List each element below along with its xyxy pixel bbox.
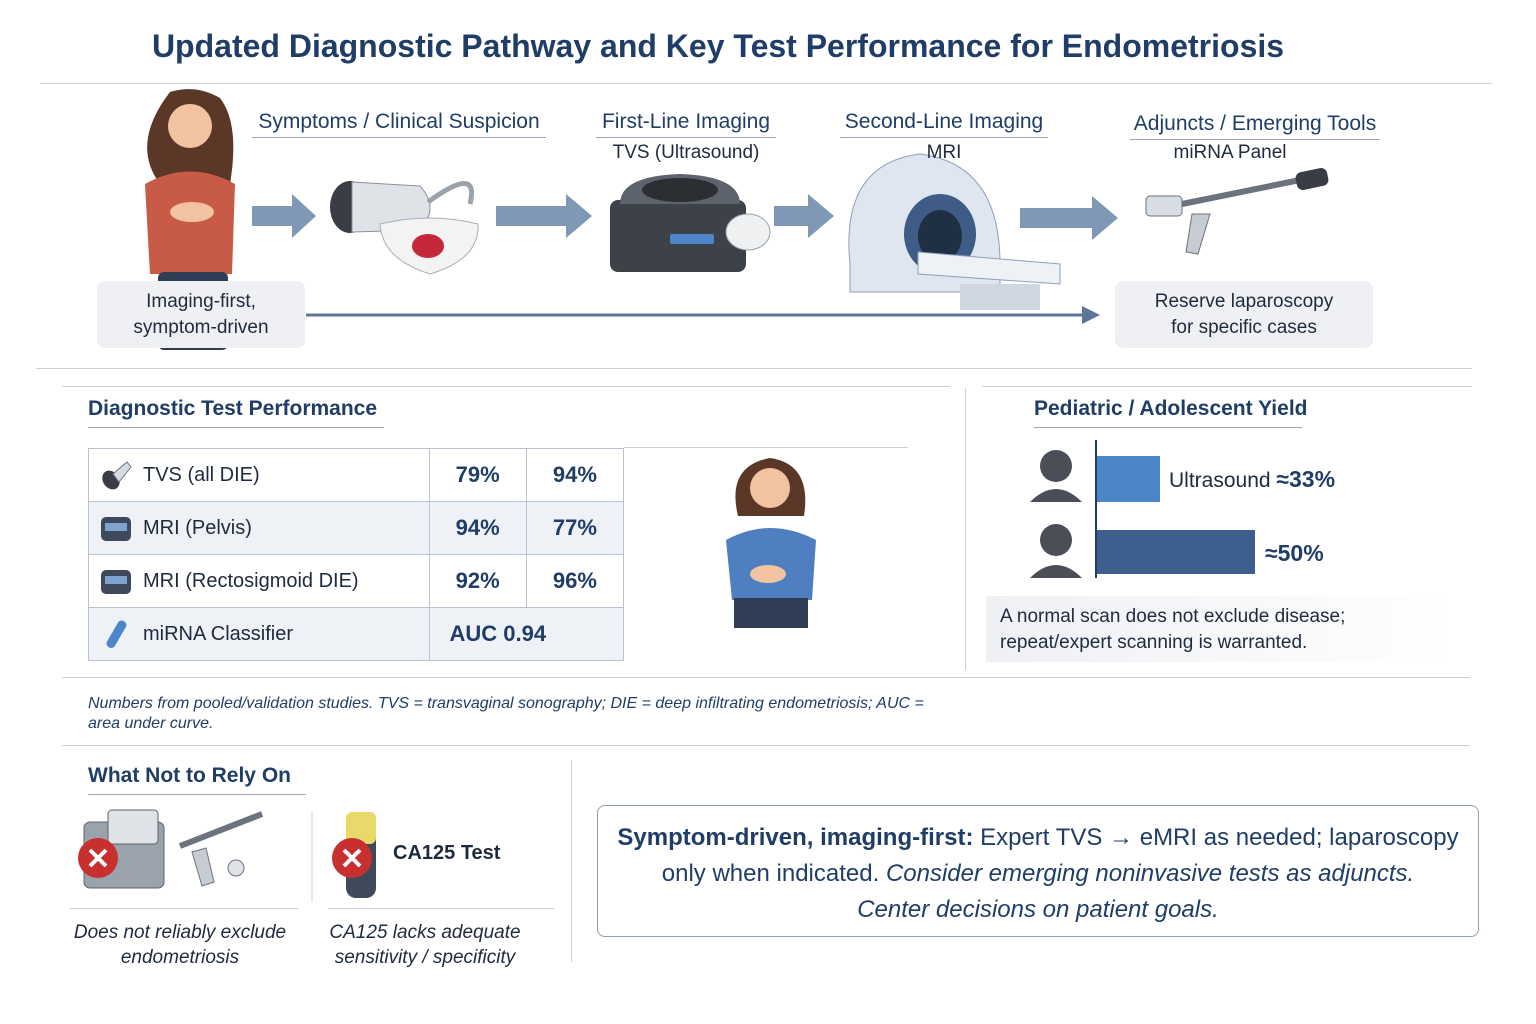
row-name-cell [89, 555, 430, 608]
step-subtitle-second-line: MRI [926, 142, 962, 163]
divider [982, 386, 1472, 387]
specificity-value: 94% [526, 449, 623, 502]
rely-caption-ca125 [322, 920, 528, 970]
imaging-first-note [97, 281, 305, 348]
caption-line: endometriosis [120, 947, 240, 968]
bar-value: ≈50% [1265, 540, 1324, 566]
note-line: Reserve laparoscopy [1154, 290, 1334, 312]
sensitivity-value: 94% [429, 502, 526, 555]
note-line: for specific cases [1171, 316, 1317, 338]
note-line: Imaging-first, [146, 290, 256, 312]
ca125-label: CA125 Test [393, 842, 501, 864]
test-name: miRNA Classifier [143, 622, 294, 645]
divider [62, 386, 950, 387]
caption-line: CA125 lacks adequate [329, 922, 521, 943]
cross-icon [78, 838, 118, 878]
step-title-adjuncts: Adjuncts / Emerging Tools [1130, 112, 1380, 140]
mri-machine-icon [99, 511, 133, 545]
pediatric-title: Pediatric / Adolescent Yield [1034, 397, 1302, 428]
summary-box [597, 805, 1479, 937]
table-row [89, 449, 624, 502]
ultrasound-probe-icon [99, 458, 133, 492]
laparoscope-icon [180, 814, 262, 886]
row-name-cell [89, 502, 430, 555]
step-subtitle-adjuncts: miRNA Panel [1173, 142, 1287, 163]
person-icon [1030, 450, 1082, 502]
note-line: A normal scan does not exclude disease; [1000, 606, 1346, 627]
yield-label [1265, 540, 1324, 567]
cross-icon [332, 838, 372, 878]
bar-value: ≈33% [1276, 466, 1336, 492]
mri-machine-icon [849, 154, 1060, 310]
test-name: TVS (all DIE) [143, 463, 260, 486]
page-title: Updated Diagnostic Pathway and Key Test Performance for Endometriosis [151, 28, 1285, 64]
test-tube-icon [99, 617, 133, 651]
ultrasound-probe-pelvis-icon [330, 181, 478, 274]
divider [36, 368, 1472, 369]
sensitivity-value: 79% [429, 449, 526, 502]
pediatric-note [986, 596, 1456, 662]
auc-value: AUC 0.94 [429, 608, 624, 661]
divider [70, 908, 298, 909]
laparoscopy-note [1115, 281, 1373, 348]
note-line: symptom-driven [133, 316, 269, 338]
adolescent-figure-icon [716, 456, 826, 632]
caption-line: Does not reliably exclude [73, 922, 287, 943]
summary-italic: Center decisions on patient goals. [857, 896, 1219, 923]
performance-title: Diagnostic Test Performance [88, 397, 384, 428]
summary-italic: Consider emerging noninvasive tests as adjuncts. [885, 860, 1415, 887]
ultrasound-yield-bar [1097, 456, 1160, 502]
specificity-value: 96% [526, 555, 623, 608]
arrow-icon [774, 194, 834, 238]
summary-bold: Symptom-driven, imaging-first: [617, 824, 974, 851]
footnote: Numbers from pooled/validation studies. TVS = transvaginal sonography; DIE = deep infiltrating endometriosis; AUC = area under curve. [88, 695, 924, 732]
summary-text: only when indicated. [661, 860, 886, 887]
step-title-second-line: Second-Line Imaging [840, 110, 1048, 138]
row-name-cell [89, 608, 430, 661]
specificity-value: 77% [526, 502, 623, 555]
test-name: MRI (Pelvis) [143, 516, 252, 539]
test-name: MRI (Rectosigmoid DIE) [143, 569, 359, 592]
rely-title: What Not to Rely On [88, 764, 306, 795]
yield-bar [1097, 530, 1255, 574]
arrow-icon [1020, 196, 1118, 240]
table-row [89, 608, 624, 661]
step-title-symptoms: Symptoms / Clinical Suspicion [252, 110, 546, 138]
divider [62, 745, 1470, 746]
table-row [89, 555, 624, 608]
divider [328, 908, 554, 909]
step-subtitle-first-line: TVS (Ultrasound) [612, 142, 760, 163]
ultrasound-yield-label [1169, 466, 1335, 493]
pediatric-yield-chart [1020, 436, 1440, 586]
mri-machine-icon [99, 564, 133, 598]
sensitivity-value: 92% [429, 555, 526, 608]
laparoscope-icon [1146, 167, 1330, 254]
vertical-divider [965, 388, 966, 670]
caption-line: sensitivity / specificity [334, 947, 516, 968]
note-line: repeat/expert scanning is warranted. [1000, 632, 1308, 653]
summary-text: Expert TVS → eMRI as needed; laparoscopy [973, 824, 1459, 851]
ultrasound-machine-icon [610, 174, 770, 272]
bar-label-text: Ultrasound [1169, 469, 1277, 492]
row-name-cell [89, 449, 430, 502]
performance-table [88, 448, 624, 661]
vertical-divider [571, 760, 572, 962]
table-row [89, 502, 624, 555]
arrow-icon [496, 194, 592, 238]
person-icon [1030, 524, 1082, 578]
step-title-first-line: First-Line Imaging [596, 110, 776, 138]
rely-caption-imaging [60, 920, 300, 970]
divider [62, 677, 1470, 678]
arrow-icon [252, 194, 316, 238]
divider [624, 447, 908, 448]
